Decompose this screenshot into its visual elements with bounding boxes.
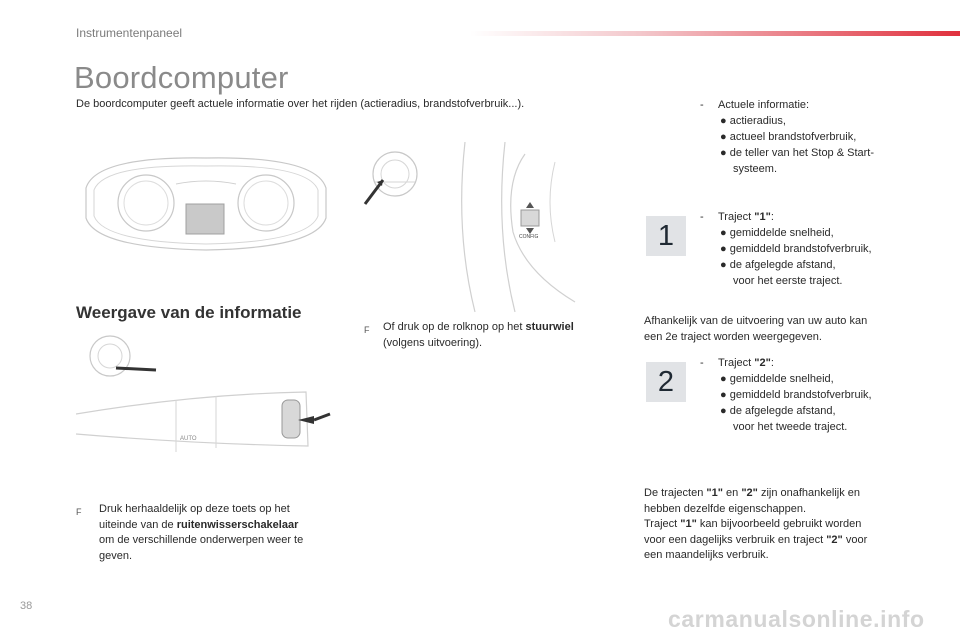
page-title: Boordcomputer bbox=[74, 60, 289, 95]
wiper-stalk-illustration bbox=[76, 334, 332, 470]
trips-independence-note: De trajecten "1" en "2" zijn onafhankelijk en hebben dezelfde eigenschappen. Traject "1" kan bijvoorbeeld gebruikt worden voor een dagelijks verbruik en traject "2" voor een maandelijks verbruik. bbox=[644, 487, 868, 561]
trip2-title: Traject "2": bbox=[718, 357, 774, 369]
trip1-item: ● de afgelegde afstand, bbox=[720, 259, 836, 271]
current-info-title: Actuele informatie: bbox=[718, 99, 810, 111]
trip1-dash: - bbox=[700, 211, 704, 223]
trip-2-badge: 2 bbox=[646, 362, 686, 402]
trip2-dash: - bbox=[700, 357, 704, 369]
section-heading: Weergave van de informatie bbox=[76, 303, 302, 322]
stalk-instruction: Druk herhaaldelijk op deze toets op het uiteinde van de ruitenwisserschakelaar om de verschillende onderwerpen weer te geven. bbox=[99, 503, 304, 562]
current-info-item: ● de teller van het Stop & Start- bbox=[720, 147, 875, 159]
trip1-item: ● gemiddeld brandstofverbruik, bbox=[720, 243, 872, 255]
trip2-item-continued: voor het tweede traject. bbox=[733, 421, 848, 433]
stalk-end-button bbox=[282, 400, 300, 438]
roller-button bbox=[521, 210, 539, 226]
intro-text: De boordcomputer geeft actuele informatie over het rijden (actieradius, brandstofverbruik...). bbox=[76, 98, 525, 110]
page-number: 38 bbox=[20, 600, 33, 612]
variant-note: Afhankelijk van de uitvoering van uw auto kan een 2e traject worden weergegeven. bbox=[644, 315, 868, 343]
trip1-title: Traject "1": bbox=[718, 211, 774, 223]
section-label: Instrumentenpaneel bbox=[76, 26, 183, 40]
instrument-cluster-illustration bbox=[76, 148, 336, 258]
stalk-arrow-icon bbox=[116, 368, 156, 370]
pointer-symbol: F bbox=[364, 325, 370, 335]
current-info-item: ● actieradius, bbox=[720, 115, 786, 127]
cluster-display-screen bbox=[186, 204, 224, 234]
trip-1-badge: 1 bbox=[646, 216, 686, 256]
watermark: carmanualsonline.info bbox=[668, 606, 925, 632]
trip1-item: ● gemiddelde snelheid, bbox=[720, 227, 834, 239]
header-accent-bar bbox=[470, 31, 960, 36]
current-info-item-continued: systeem. bbox=[733, 163, 778, 175]
wheel-instruction: Of druk op de rolknop op het stuurwiel (volgens uitvoering). bbox=[383, 321, 574, 349]
trip2-item: ● gemiddelde snelheid, bbox=[720, 373, 834, 385]
trip1-item-continued: voor het eerste traject. bbox=[733, 275, 843, 287]
current-info-item: ● actueel brandstofverbruik, bbox=[720, 131, 857, 143]
trip2-item: ● gemiddeld brandstofverbruik, bbox=[720, 389, 872, 401]
trip2-item: ● de afgelegde afstand, bbox=[720, 405, 836, 417]
steering-wheel-illustration bbox=[355, 142, 625, 314]
auto-label: AUTO bbox=[180, 436, 197, 442]
pointer-symbol: F bbox=[76, 507, 82, 517]
config-label: CONFIG bbox=[519, 234, 539, 240]
current-info-dash: - bbox=[700, 99, 704, 111]
